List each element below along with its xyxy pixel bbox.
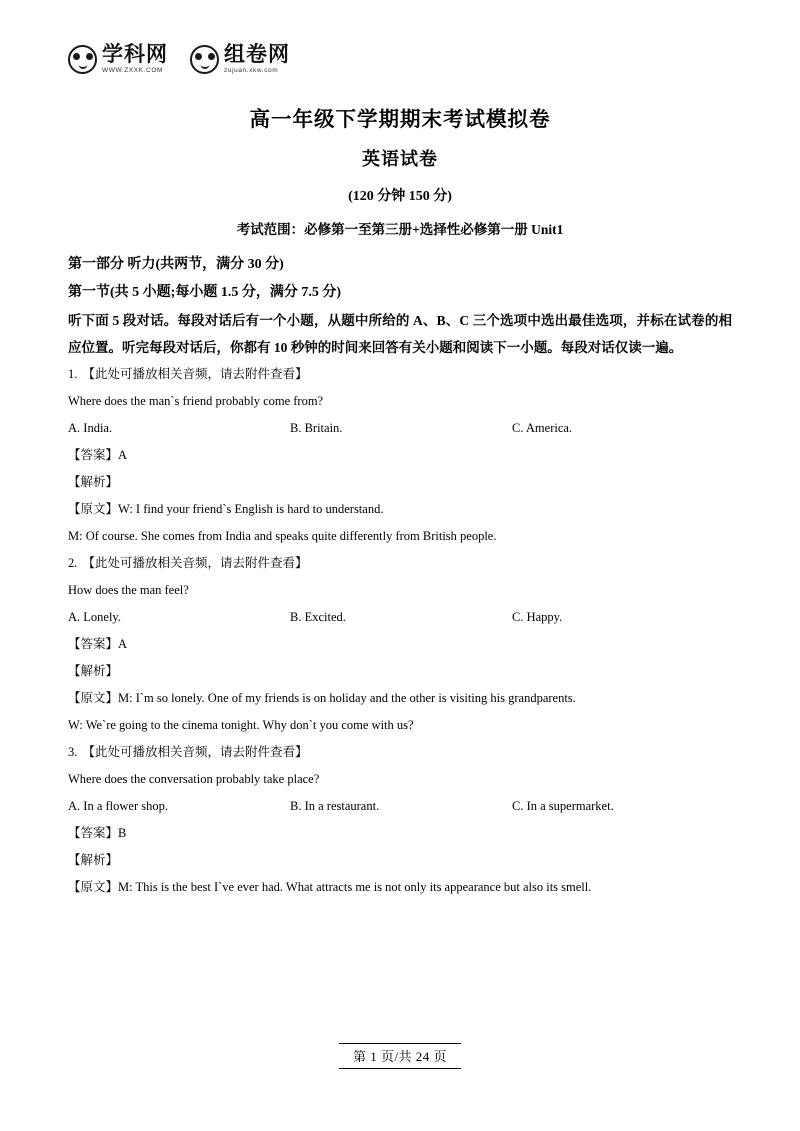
question-stem: Where does the conversation probably take place? [68, 772, 320, 786]
logo-zujuan-url: zujuan.xkw.com [224, 67, 279, 74]
question-number: 1. [68, 367, 78, 381]
analysis-line: 【解析】 [68, 664, 119, 678]
option-a[interactable]: A. India. [68, 421, 113, 435]
logo-row [68, 44, 732, 88]
question-number: 2. [68, 556, 78, 570]
option-c[interactable]: C. Happy. [512, 610, 563, 624]
option-b[interactable]: B. Britain. [290, 421, 343, 435]
answer-line: 【答案】A [68, 448, 128, 462]
question-stem: Where does the man`s friend probably come from? [68, 394, 324, 408]
audio-note-text[interactable]: 【此处可播放相关音频，请去附件查看】 [82, 745, 308, 759]
logo-zxxk-url: WWW.ZXXK.COM [102, 67, 163, 74]
owl-icon [190, 45, 219, 74]
option-b[interactable]: B. In a restaurant. [290, 799, 380, 813]
audio-note-text[interactable]: 【此处可播放相关音频，请去附件查看】 [82, 556, 308, 570]
logo-zxxk[interactable] [68, 44, 168, 75]
question-number: 3. [68, 745, 78, 759]
question-audio-note [68, 550, 732, 577]
answer-line: 【答案】B [68, 826, 127, 840]
transcript-line: W: We`re going to the cinema tonight. Why don`t you come with us? [68, 718, 414, 732]
logo-zujuan[interactable] [190, 44, 290, 75]
option-c[interactable]: C. In a supermarket. [512, 799, 614, 813]
question-options [68, 604, 732, 631]
option-a[interactable]: A. In a flower shop. [68, 799, 168, 813]
analysis-line: 【解析】 [68, 475, 119, 489]
option-a[interactable]: A. Lonely. [68, 610, 121, 624]
owl-icon [68, 45, 97, 74]
transcript-line: 【原文】W: I find your friend`s English is hard to understand. [68, 502, 384, 516]
page-title: 高一年级下学期期末考试模拟卷 [249, 109, 551, 131]
option-c[interactable]: C. America. [512, 421, 573, 435]
option-b[interactable]: B. Excited. [290, 610, 346, 624]
question-options [68, 415, 732, 442]
transcript-line: 【原文】M: I`m so lonely. One of my friends is on holiday and the other is visiting his grandparents. [68, 691, 576, 705]
logo-zujuan-name: 组卷网 [224, 43, 290, 66]
answer-line: 【答案】A [68, 637, 128, 651]
section-one-heading: 第一节(共 5 小题;每小题 1.5 分，满分 7.5 分) [68, 285, 341, 300]
question-stem: How does the man feel? [68, 583, 189, 597]
page-number: 第 1 页/共 24 页 [339, 1043, 461, 1069]
analysis-line: 【解析】 [68, 853, 119, 867]
question-options [68, 793, 732, 820]
audio-note-text[interactable]: 【此处可播放相关音频，请去附件查看】 [82, 367, 308, 381]
page-footer [0, 1043, 800, 1069]
part-one-heading: 第一部分 听力(共两节，满分 30 分) [68, 257, 284, 272]
exam-scope: 考试范围：必修第一至第三册+选择性必修第一册 Unit1 [236, 222, 564, 237]
question-audio-note [68, 361, 732, 388]
exam-meta: (120 分钟 150 分) [348, 189, 452, 204]
logo-zxxk-name: 学科网 [102, 43, 168, 66]
listening-instruction: 听下面 5 段对话。每段对话后有一个小题，从题中所给的 A、B、C 三个选项中选出最佳选项，并标在试卷的相应位置。听完每段对话后，你都有 10 秒钟的时间来回答有关小题和阅读下一小题。每段对话仅读一遍。 [68, 313, 732, 355]
subject-title: 英语试卷 [362, 149, 438, 169]
question-audio-note [68, 739, 732, 766]
transcript-line: 【原文】M: This is the best I`ve ever had. What attracts me is not only its appearance but also its smell. [68, 880, 592, 894]
transcript-line: M: Of course. She comes from India and speaks quite differently from British people. [68, 529, 497, 543]
